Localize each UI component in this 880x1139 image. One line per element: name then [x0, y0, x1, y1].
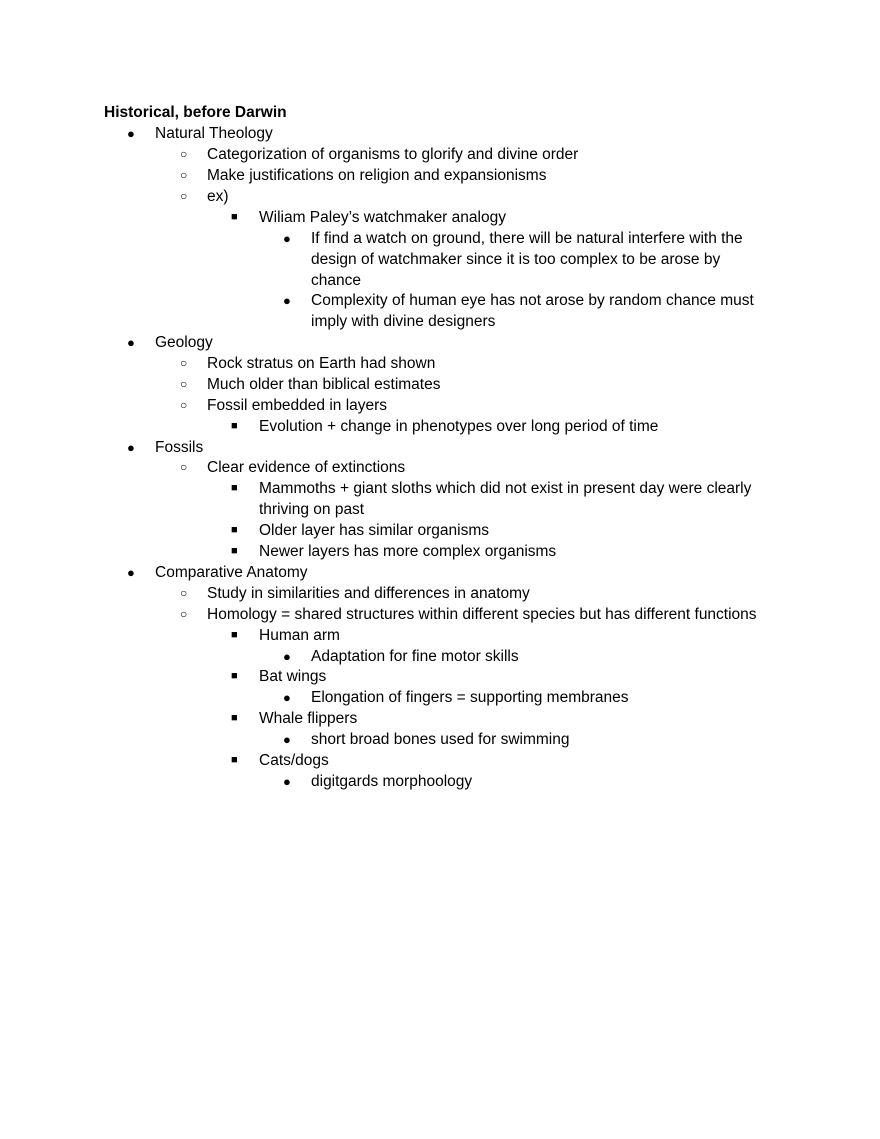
list-item-text: Newer layers has more complex organisms [259, 543, 557, 560]
list-item-text: Whale flippers [259, 710, 358, 728]
list-item-level-4 [283, 228, 743, 291]
list-item-level-4 [283, 687, 629, 708]
bullet-icon: ○ [180, 355, 188, 370]
list-item-level-1 [127, 437, 204, 458]
list-item-level-4 [283, 646, 519, 667]
bullet-icon: ○ [180, 167, 188, 182]
list-item-level-3 [231, 207, 506, 228]
list-item-text: Study in similarities and differences in anatomy [207, 584, 530, 602]
list-item-text: Comparative Anatomy [155, 563, 308, 581]
list-item-text: Wiliam Paley’s watchmaker analogy [259, 208, 506, 226]
list-item-level-1 [127, 562, 308, 583]
list-item-level-2 [180, 165, 547, 186]
bullet-icon: ● [127, 126, 135, 141]
list-item-level-3 [231, 666, 327, 687]
bullet-icon: ● [283, 230, 291, 246]
list-item-level-2 [180, 395, 388, 416]
bullet-icon: ■ [231, 545, 238, 557]
bullet-icon: ● [283, 773, 291, 789]
bullet-icon: ○ [180, 460, 188, 475]
list-item-level-3 [231, 541, 557, 562]
bullet-icon: ● [127, 335, 135, 350]
list-item-level-1 [127, 332, 213, 353]
list-item-text: ex) [207, 187, 229, 205]
list-item-level-3 [231, 625, 340, 646]
list-item-level-2 [180, 374, 441, 395]
bullet-icon: ○ [180, 188, 188, 203]
section-heading: Historical, before Darwin [104, 104, 287, 121]
list-item-level-2 [180, 604, 757, 625]
list-item-level-2 [180, 353, 436, 374]
list-item-text: Older layer has similar organisms [259, 522, 489, 540]
list-item-text: Cats/dogs [259, 752, 329, 769]
bullet-icon: ● [127, 564, 135, 580]
list-item-text: short broad bones used for swimming [311, 731, 570, 749]
list-item-level-2 [180, 144, 579, 165]
list-item-text: thriving on past [259, 501, 365, 519]
bullet-icon: ○ [180, 585, 188, 600]
list-item-level-3 [231, 478, 752, 520]
list-item-text: Human arm [259, 626, 340, 644]
bullet-icon: ■ [231, 419, 238, 432]
bullet-icon: ■ [231, 712, 238, 725]
list-item-level-4 [283, 729, 570, 750]
list-item-text: Categorization of organisms to glorify and divine order [207, 145, 579, 163]
bullet-icon: ■ [231, 482, 238, 495]
list-item-level-4 [283, 771, 473, 792]
list-item-text: Bat wings [259, 668, 327, 686]
bullet-icon: ■ [231, 754, 238, 766]
list-item-text: Elongation of fingers = supporting membranes [311, 689, 629, 707]
list-item-text: If find a watch on ground, there will be natural interfere with the [311, 229, 743, 247]
list-item-level-4 [283, 290, 754, 332]
bullet-icon: ● [283, 690, 291, 706]
list-item-level-3 [231, 520, 489, 541]
list-item-text: Natural Theology [155, 125, 273, 142]
list-item-text: Fossil embedded in layers [207, 396, 388, 414]
list-item-text: Rock stratus on Earth had shown [207, 354, 436, 372]
bullet-icon: ■ [231, 210, 238, 223]
bullet-icon: ○ [180, 397, 188, 412]
list-item-level-3 [231, 416, 659, 437]
list-item-text: Geology [155, 334, 213, 351]
list-item-text: Adaptation for fine motor skills [311, 647, 519, 665]
list-item-text: Homology = shared structures within different species but has different functions [207, 605, 757, 623]
bullet-icon: ○ [180, 146, 188, 161]
list-item-level-3 [231, 708, 358, 729]
list-item-level-2 [180, 186, 229, 207]
list-item-text: Fossils [155, 438, 204, 456]
list-item-text: Clear evidence of extinctions [207, 459, 406, 477]
list-item-level-2 [180, 583, 530, 604]
list-item-level-1 [127, 123, 273, 144]
bullet-icon: ○ [180, 606, 188, 621]
bullet-icon: ■ [231, 524, 238, 537]
list-item-text: digitgards morphoology [311, 772, 473, 790]
list-item-text: design of watchmaker since it is too complex to be arose by [311, 250, 721, 268]
bullet-icon: ● [283, 293, 291, 309]
list-item-text: chance [311, 271, 361, 289]
list-item-level-2 [180, 457, 406, 478]
list-item-text: Mammoths + giant sloths which did not exist in present day were clearly [259, 480, 752, 498]
bullet-icon: ● [127, 439, 135, 455]
list-item-text: Make justifications on religion and expansionisms [207, 166, 547, 184]
list-item-text: Evolution + change in phenotypes over long period of time [259, 417, 659, 435]
list-item-level-3 [231, 750, 329, 771]
list-item-text: imply with divine designers [311, 313, 496, 331]
list-item-text: Much older than biblical estimates [207, 375, 441, 393]
bullet-icon: ● [283, 732, 291, 748]
list-item-text: Complexity of human eye has not arose by random chance must [311, 292, 754, 310]
bullet-icon: ● [283, 648, 291, 664]
bullet-icon: ○ [180, 376, 188, 391]
bullet-icon: ■ [231, 670, 238, 683]
bullet-icon: ■ [231, 628, 238, 641]
